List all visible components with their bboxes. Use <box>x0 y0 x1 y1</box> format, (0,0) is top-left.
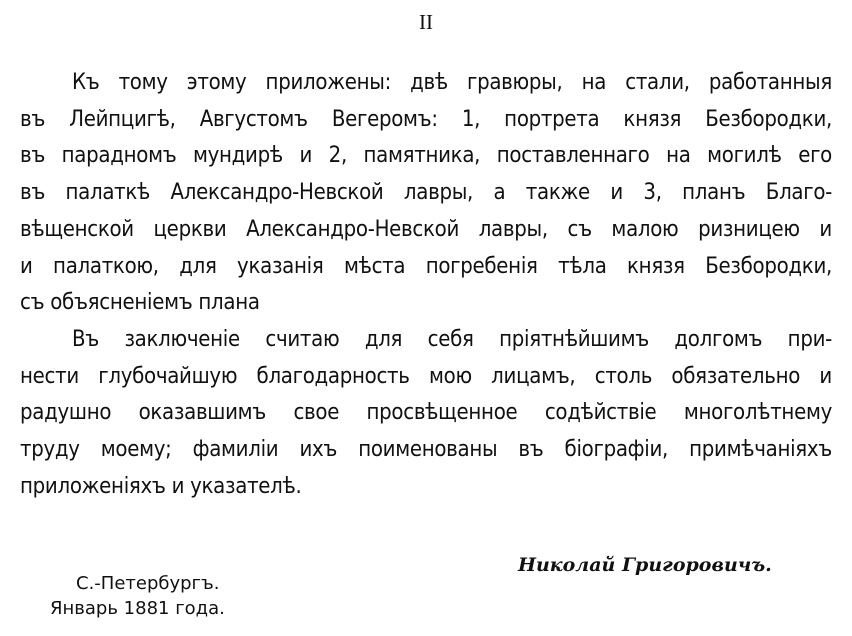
text-line: Къ тому этому приложены: двѣ гравюры, на стали, работанныя <box>72 70 832 95</box>
paragraph-2 <box>20 322 832 506</box>
paragraph-1 <box>20 65 832 322</box>
text-line: нести глубочайшую благодарность мою лицамъ, столь обязательно и <box>20 363 832 389</box>
text-line: въ Лейпцигѣ, Августомъ Вегеромъ: 1, портрета князя Безбородки, <box>20 106 832 132</box>
date-line: Январь 1881 года. <box>50 598 225 619</box>
text-line: труду моему; фамиліи ихъ поименованы въ біографіи, примѣчаніяхъ <box>20 437 832 463</box>
text-line: въ парадномъ мундирѣ и 2, памятника, поставленнаго на могилѣ его <box>20 143 832 169</box>
text-line: вѣщенской церкви Александро-Невской лавры, съ малою ризницею и <box>20 216 832 242</box>
text-line: приложеніяхъ и указателѣ. <box>20 473 302 499</box>
signature: Николай Григоровичъ. <box>518 554 772 576</box>
text-line: въ палаткѣ Александро-Невской лавры, а также и 3, планъ Благо- <box>20 180 832 206</box>
text-line: радушно оказавшимъ свое просвѣщенное содѣйствіе многолѣтнему <box>20 400 832 426</box>
text-line: Въ заключеніе считаю для себя пріятнѣйшимъ долгомъ при- <box>72 326 832 352</box>
place-line: С.-Петербургъ. <box>76 573 220 594</box>
text-line: и палаткою, для указанія мѣста погребенія тѣла князя Безбородки, <box>20 253 832 279</box>
text-line: съ объясненіемъ плана <box>20 290 260 316</box>
body-text <box>20 65 832 505</box>
page-number: II <box>419 10 433 34</box>
